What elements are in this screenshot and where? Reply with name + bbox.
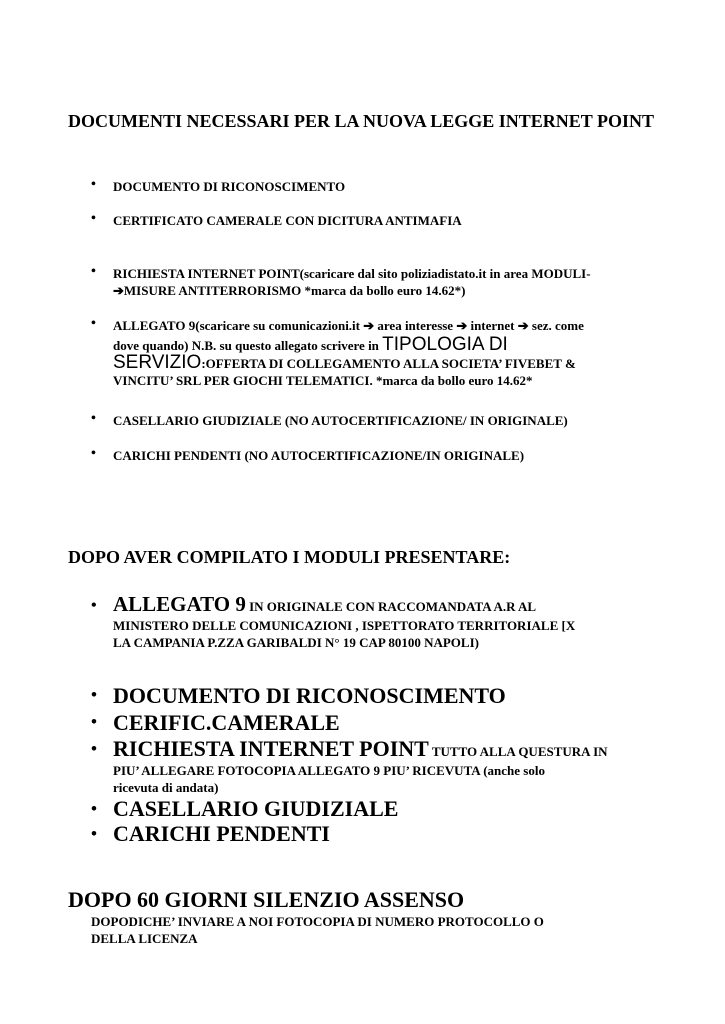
list-item-casellario: CASELLARIO GIUDIZIALE (NO AUTOCERTIFICAZIONE/ IN ORIGINALE) — [113, 413, 568, 428]
list-item-casellario-giudiziale: CASELLARIO GIUDIZIALE — [113, 796, 399, 821]
footer-line-1: DOPODICHE’ INVIARE A NOI FOTOCOPIA DI NUMERO PROTOCOLLO O — [91, 914, 544, 929]
richiesta-line-2: ➔MISURE ANTITERRORISMO *marca da bollo euro 14.62*) — [113, 283, 466, 298]
footer-note — [91, 913, 691, 947]
list-item-allegato9-presentare — [113, 592, 673, 651]
tipologia-label: TIPOLOGIA DI — [382, 334, 508, 355]
allegato-line-2-text: dove quando) N.B. su questo allegato scrivere in — [113, 338, 383, 353]
allegato9-line-2: MINISTERO DELLE COMUNICAZIONI , ISPETTORATO TERRITORIALE [X — [113, 618, 576, 633]
list-item-richiesta-internet-point — [113, 736, 673, 796]
richiesta-ip-line-1-text: TUTTO ALLA QUESTURA IN — [428, 744, 608, 759]
list-item-documento-riconoscimento: DOCUMENTO DI RICONOSCIMENTO — [113, 683, 506, 708]
list-item-certificato: CERTIFICATO CAMERALE CON DICITURA ANTIMAFIA — [113, 213, 462, 228]
allegato9-line-3: LA CAMPANIA P.ZZA GARIBALDI N° 19 CAP 80100 NAPOLI) — [113, 635, 479, 650]
heading-60-giorni: DOPO 60 GIORNI SILENZIO ASSENSO — [68, 887, 465, 912]
bullet: • — [91, 685, 97, 704]
bullet: • — [91, 597, 97, 614]
richiesta-line-1: RICHIESTA INTERNET POINT(scaricare dal sito poliziadistato.it in area MODULI- — [113, 266, 591, 281]
bullet: • — [91, 264, 96, 279]
allegato9-line-1-text: IN ORIGINALE CON RACCOMANDATA A.R AL — [245, 599, 537, 614]
bullet: • — [91, 712, 97, 731]
list-item-richiesta — [113, 265, 673, 299]
allegato-line-4: VINCITU’ SRL PER GIOCHI TELEMATICI. *marca da bollo euro 14.62* — [113, 373, 533, 388]
list-item-carichi-pendenti: CARICHI PENDENTI — [113, 821, 330, 846]
bullet: • — [91, 824, 97, 843]
bullet: • — [91, 446, 96, 461]
allegato-line-3-text: :OFFERTA DI COLLEGAMENTO ALLA SOCIETA’ FIVEBET & — [201, 356, 576, 371]
bullet: • — [91, 739, 97, 758]
allegato9-big-label: ALLEGATO 9 — [113, 592, 246, 616]
allegato-line-3 — [113, 354, 673, 372]
list-item-doc-id: DOCUMENTO DI RICONOSCIMENTO — [113, 179, 346, 194]
footer-line-2: DELLA LICENZA — [91, 931, 198, 946]
bullet: • — [91, 316, 96, 331]
bullet: • — [91, 799, 97, 818]
list-item-carichi: CARICHI PENDENTI (NO AUTOCERTIFICAZIONE/IN ORIGINALE) — [113, 448, 525, 463]
richiesta-ip-line-2: PIU’ ALLEGARE FOTOCOPIA ALLEGATO 9 PIU’ RICEVUTA (anche solo — [113, 763, 545, 778]
allegato9-line-1 — [113, 592, 673, 617]
bullet: • — [91, 211, 96, 226]
heading-after-filling: DOPO AVER COMPILATO I MODULI PRESENTARE: — [68, 547, 511, 567]
list-item-allegato9 — [113, 317, 673, 389]
richiesta-ip-line-3: ricevuta di andata) — [113, 780, 219, 795]
heading-documents-required: DOCUMENTI NECESSARI PER LA NUOVA LEGGE INTERNET POINT — [68, 111, 654, 131]
list-item-cerific-camerale: CERIFIC.CAMERALE — [113, 710, 340, 735]
richiesta-ip-big: RICHIESTA INTERNET POINT — [113, 736, 429, 761]
bullet: • — [91, 177, 96, 192]
bullet: • — [91, 411, 96, 426]
servizio-label: SERVIZIO — [113, 352, 202, 373]
allegato-line-1: ALLEGATO 9(scaricare su comunicazioni.it ➔ area interesse ➔ internet ➔ sez. come — [113, 318, 584, 333]
richiesta-ip-line-1 — [113, 736, 673, 762]
